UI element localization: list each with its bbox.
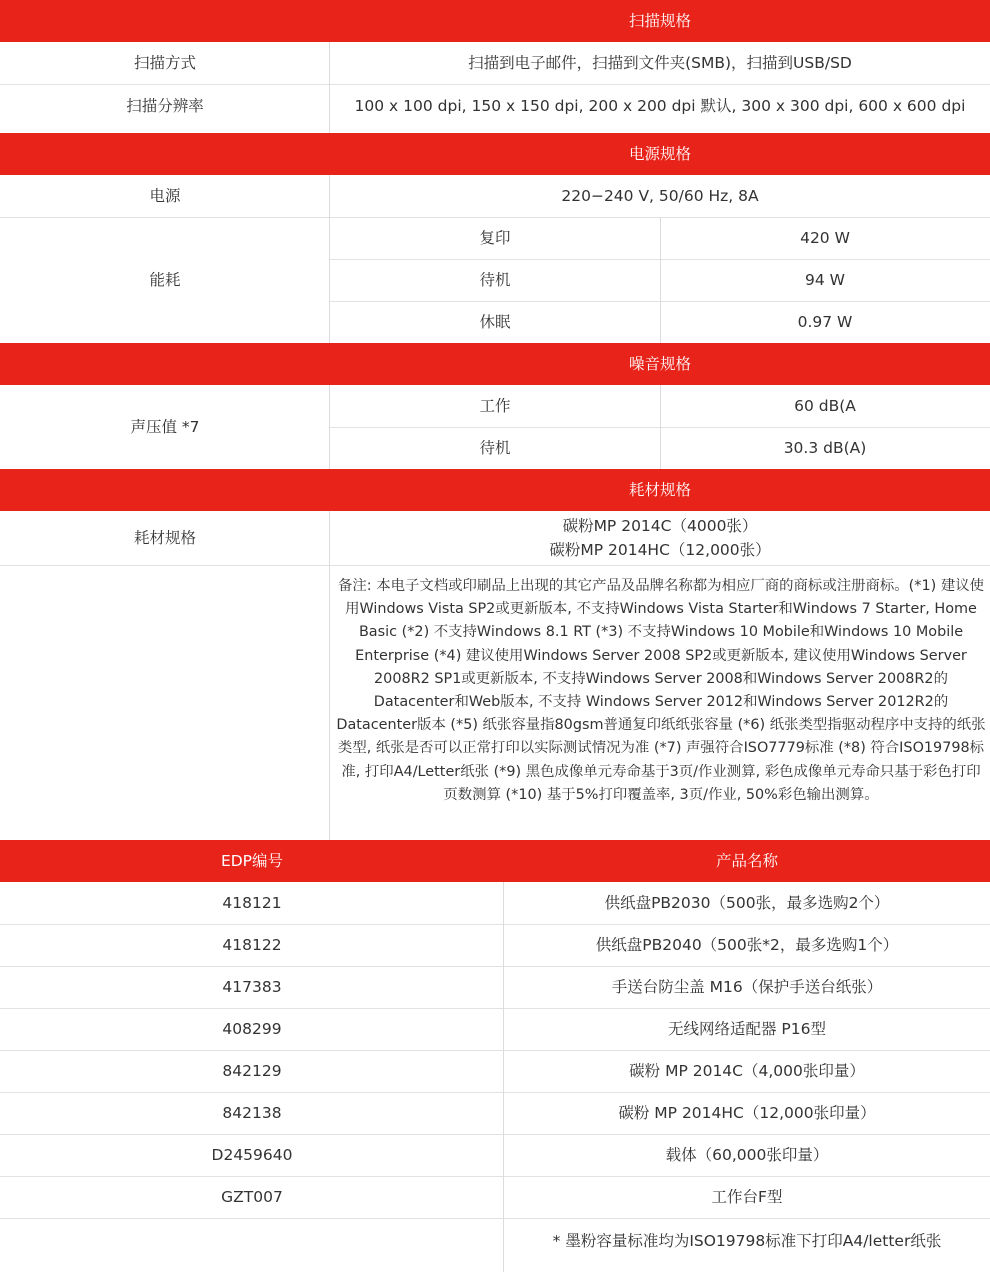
power-consumption-label: 能耗 [149,270,181,289]
product-name-cell: 碳粉 MP 2014C（4,000张印量） [629,1061,865,1080]
edp-cell: GZT007 [221,1187,283,1206]
supplies-label: 耗材规格 [133,528,196,547]
product-name-cell: 载体（60,000张印量） [665,1145,829,1164]
edp-cell: 417383 [222,977,282,996]
scan-resolution-value: 100 x 100 dpi, 150 x 150 dpi, 200 x 200 dpi 默认, 300 x 300 dpi, 600 x 600 dpi [354,96,966,115]
sound-pressure-label: 声压值 *7 [130,417,200,436]
toner-capacity-footnote: * 墨粉容量标准均为ISO19798标准下打印A4/letter纸张 [552,1232,942,1250]
supplies-spec-title: 耗材规格 [628,481,691,499]
consumption-value: 0.97 W [797,313,853,331]
consumption-mode: 待机 [479,271,511,289]
noise-value: 60 dB(A [794,396,856,415]
noise-value: 30.3 dB(A) [783,439,867,457]
edp-column-header: EDP编号 [220,852,284,870]
consumption-value: 420 W [800,229,850,247]
accessories-header [0,840,990,882]
column-divider [329,175,330,343]
edp-cell: 418121 [222,893,282,912]
noise-spec-title: 噪音规格 [628,355,691,373]
product-name-cell: 供纸盘PB2030（500张，最多选购2个） [604,893,890,912]
noise-mode: 待机 [479,439,511,457]
power-supply-label: 电源 [149,186,181,205]
power-supply-value: 220−240 V, 50/60 Hz, 8A [561,186,759,205]
column-divider [660,385,661,469]
scan-method-value: 扫描到电子邮件，扫描到文件夹(SMB)，扫描到USB/SD [468,53,852,72]
edp-cell: D2459640 [211,1145,293,1164]
consumption-value: 94 W [805,271,845,289]
footnote-remarks: 备注: 本电子文档或印刷品上出现的其它产品及品牌名称都为相应厂商的商标或注册商标。(*1) 建议使用Windows Vista SP2或更新版本, 不支持Windows Vista Starter和Windows 7 Starter, Home Basic (*2) 不支持Windows 8.1 RT (*3) 不支持Windows 10 Mobile和Windows 10 Mobile Enterprise (*4) 建议使用Windows Server 2008 SP2或更新版本, 建议使用Windows Server 2008R2 SP1或更新版本, 不支持Windows Server 2008和Windows Server 2008R2的Datacenter和Web版本, 不支持 Windows Server 2012和Windows Server 2012R2的Datacenter版本 (*5) 纸张容量指80gsm普通复印纸纸张容量 (*6) 纸张类型指驱动程序中支持的纸张类型, 纸张是否可以正常打印以实际测试情况为准 (*7) 声强符合ISO7779标准 (*8) 符合ISO19798标准, 打印A4/Letter纸张 (*9) 黑色成像单元寿命基于3页/作业测算, 彩色成像单元寿命只基于彩色打印页数测算 (*10) 基于5%打印覆盖率, 3页/作业, 50%彩色输出测算。 [336,578,986,803]
product-name-cell: 碳粉 MP 2014HC（12,000张印量） [618,1103,876,1122]
toner-high-capacity: 碳粉MP 2014HC（12,000张） [549,540,771,559]
toner-standard: 碳粉MP 2014C（4000张） [562,516,758,535]
column-divider [329,511,330,840]
noise-spec-header [0,343,990,385]
noise-mode: 工作 [479,396,511,415]
scan-method-label: 扫描方式 [133,53,196,72]
consumption-mode: 复印 [479,229,511,247]
column-divider [329,385,330,469]
edp-cell: 408299 [222,1019,282,1038]
supplies-spec-header [0,469,990,511]
power-spec-header [0,133,990,175]
column-divider [503,882,504,1272]
scan-resolution-label: 扫描分辨率 [126,96,204,115]
column-divider [329,42,330,133]
divider [0,1218,990,1219]
product-name-cell: 无线网络适配器 P16型 [668,1019,826,1038]
product-name-cell: 工作台F型 [711,1187,783,1206]
edp-cell: 842138 [222,1103,282,1122]
consumption-mode: 休眠 [479,313,511,331]
edp-cell: 842129 [222,1061,282,1080]
scan-spec-header [0,0,990,42]
column-divider [660,218,661,343]
edp-cell: 418122 [222,935,282,954]
product-name-column-header: 产品名称 [715,852,778,870]
scan-spec-title: 扫描规格 [628,12,691,30]
product-name-cell: 供纸盘PB2040（500张*2，最多选购1个） [595,935,899,954]
power-spec-title: 电源规格 [628,145,691,163]
product-name-cell: 手送台防尘盖 M16（保护手送台纸张） [611,977,883,996]
divider [0,565,990,566]
